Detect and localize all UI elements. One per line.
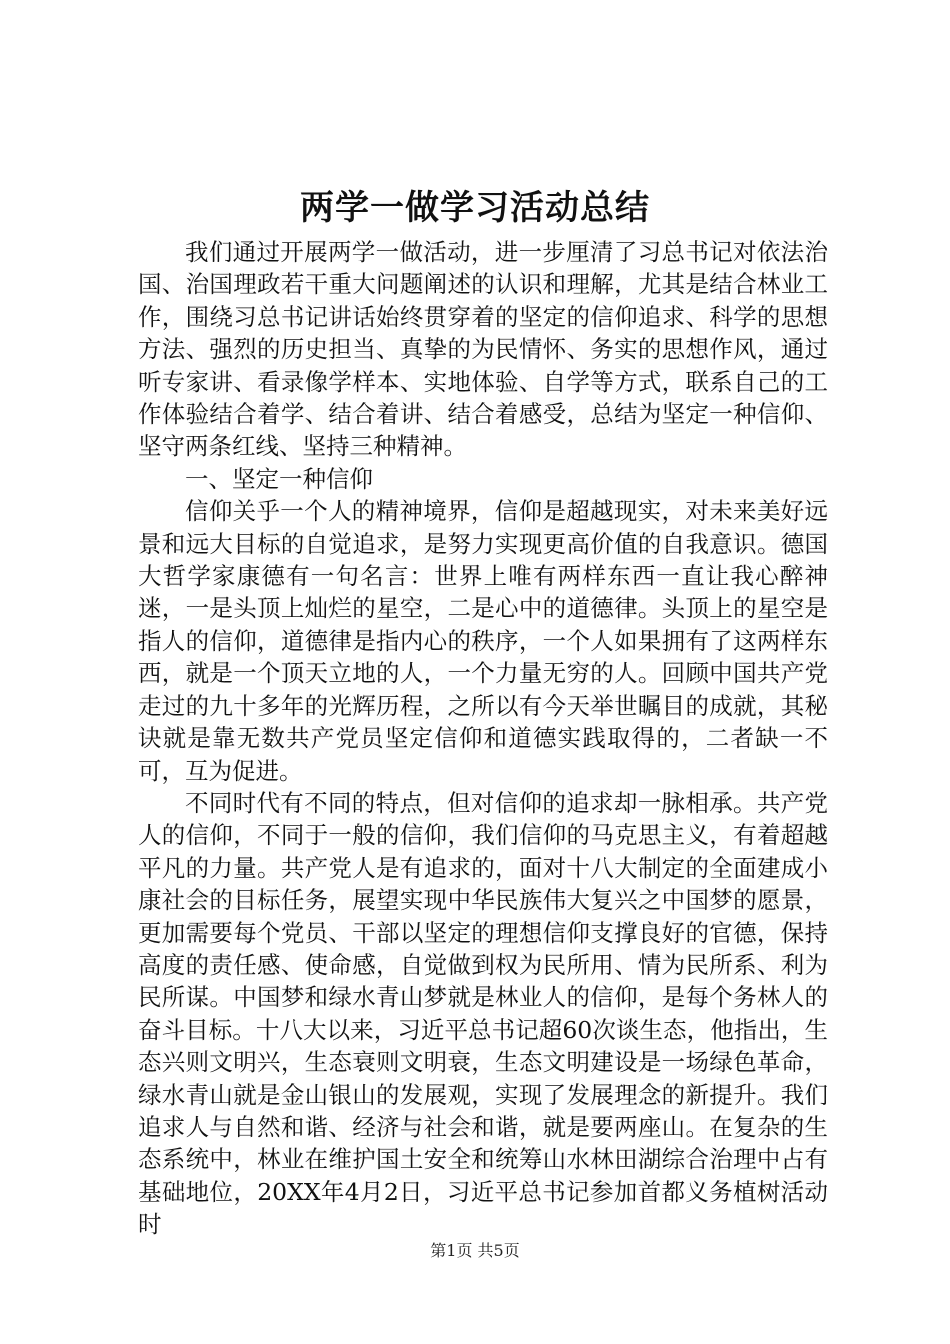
document-title: 两学一做学习活动总结 — [300, 188, 650, 228]
page-footer: 第1页 共5页 — [430, 1241, 520, 1260]
section-heading-1: 一、坚定一种信仰 — [185, 464, 373, 493]
paragraph-era: 不同时代有不同的特点，但对信仰的追求却一脉相承。共产党人的信仰，不同于一般的信仰，我们信仰的马克思主义，有着超越平凡的力量。共产党人是有追求的，面对十八大制定的全面建成小康社会的目标任务，展望实现中华民族伟大复兴之中国梦的愿景，更加需要每个党员、干部以坚定的理想信仰支撑良好的官德，保持高度的责任感、使命感，自觉做到权为民所用、情为民所系、利为民所谋。中国梦和绿水青山梦就是林业人的信仰，是每个务林人的奋斗目标。十八大以来，习近平总书记超60次谈生态，他指出，生态兴则文明兴，生态衰则文明衰，生态文明建设是一场绿色革命，绿水青山就是金山银山的发展观，实现了发展理念的新提升。我们追求人与自然和谐、经济与社会和谐，就是要两座山。在复杂的生态系统中，林业在维护国土安全和统筹山水林田湖综合治理中占有基础地位，20XX年4月2日，习近平总书记参加首都义务植树活动时 — [138, 788, 828, 1239]
paragraph-belief: 信仰关乎一个人的精神境界，信仰是超越现实，对未来美好远景和远大目标的自觉追求，是努力实现更高价值的自我意识。德国大哲学家康德有一句名言：世界上唯有两样东西一直让我心醉神迷，一是头顶上灿烂的星空，二是心中的道德律。头顶上的星空是指人的信仰，道德律是指内心的秩序，一个人如果拥有了这两样东西，就是一个顶天立地的人，一个力量无穷的人。回顾中国共产党走过的九十多年的光辉历程，之所以有今天举世瞩目的成就，其秘诀就是靠无数共产党员坚定信仰和道德实践取得的，二者缺一不可，互为促进。 — [138, 497, 828, 785]
document-body — [138, 236, 828, 1241]
paragraph-intro: 我们通过开展两学一做活动，进一步厘清了习总书记对依法治国、治国理政若干重大问题阐述的认识和理解，尤其是结合林业工作，围绕习总书记讲话始终贯穿着的坚定的信仰追求、科学的思想方法、强烈的历史担当、真挚的为民情怀、务实的思想作风，通过听专家讲、看录像学样本、实地体验、自学等方式，联系自己的工作体验结合着学、结合着讲、结合着感受，总结为坚定一种信仰、坚守两条红线、坚持三种精神。 — [138, 238, 828, 461]
